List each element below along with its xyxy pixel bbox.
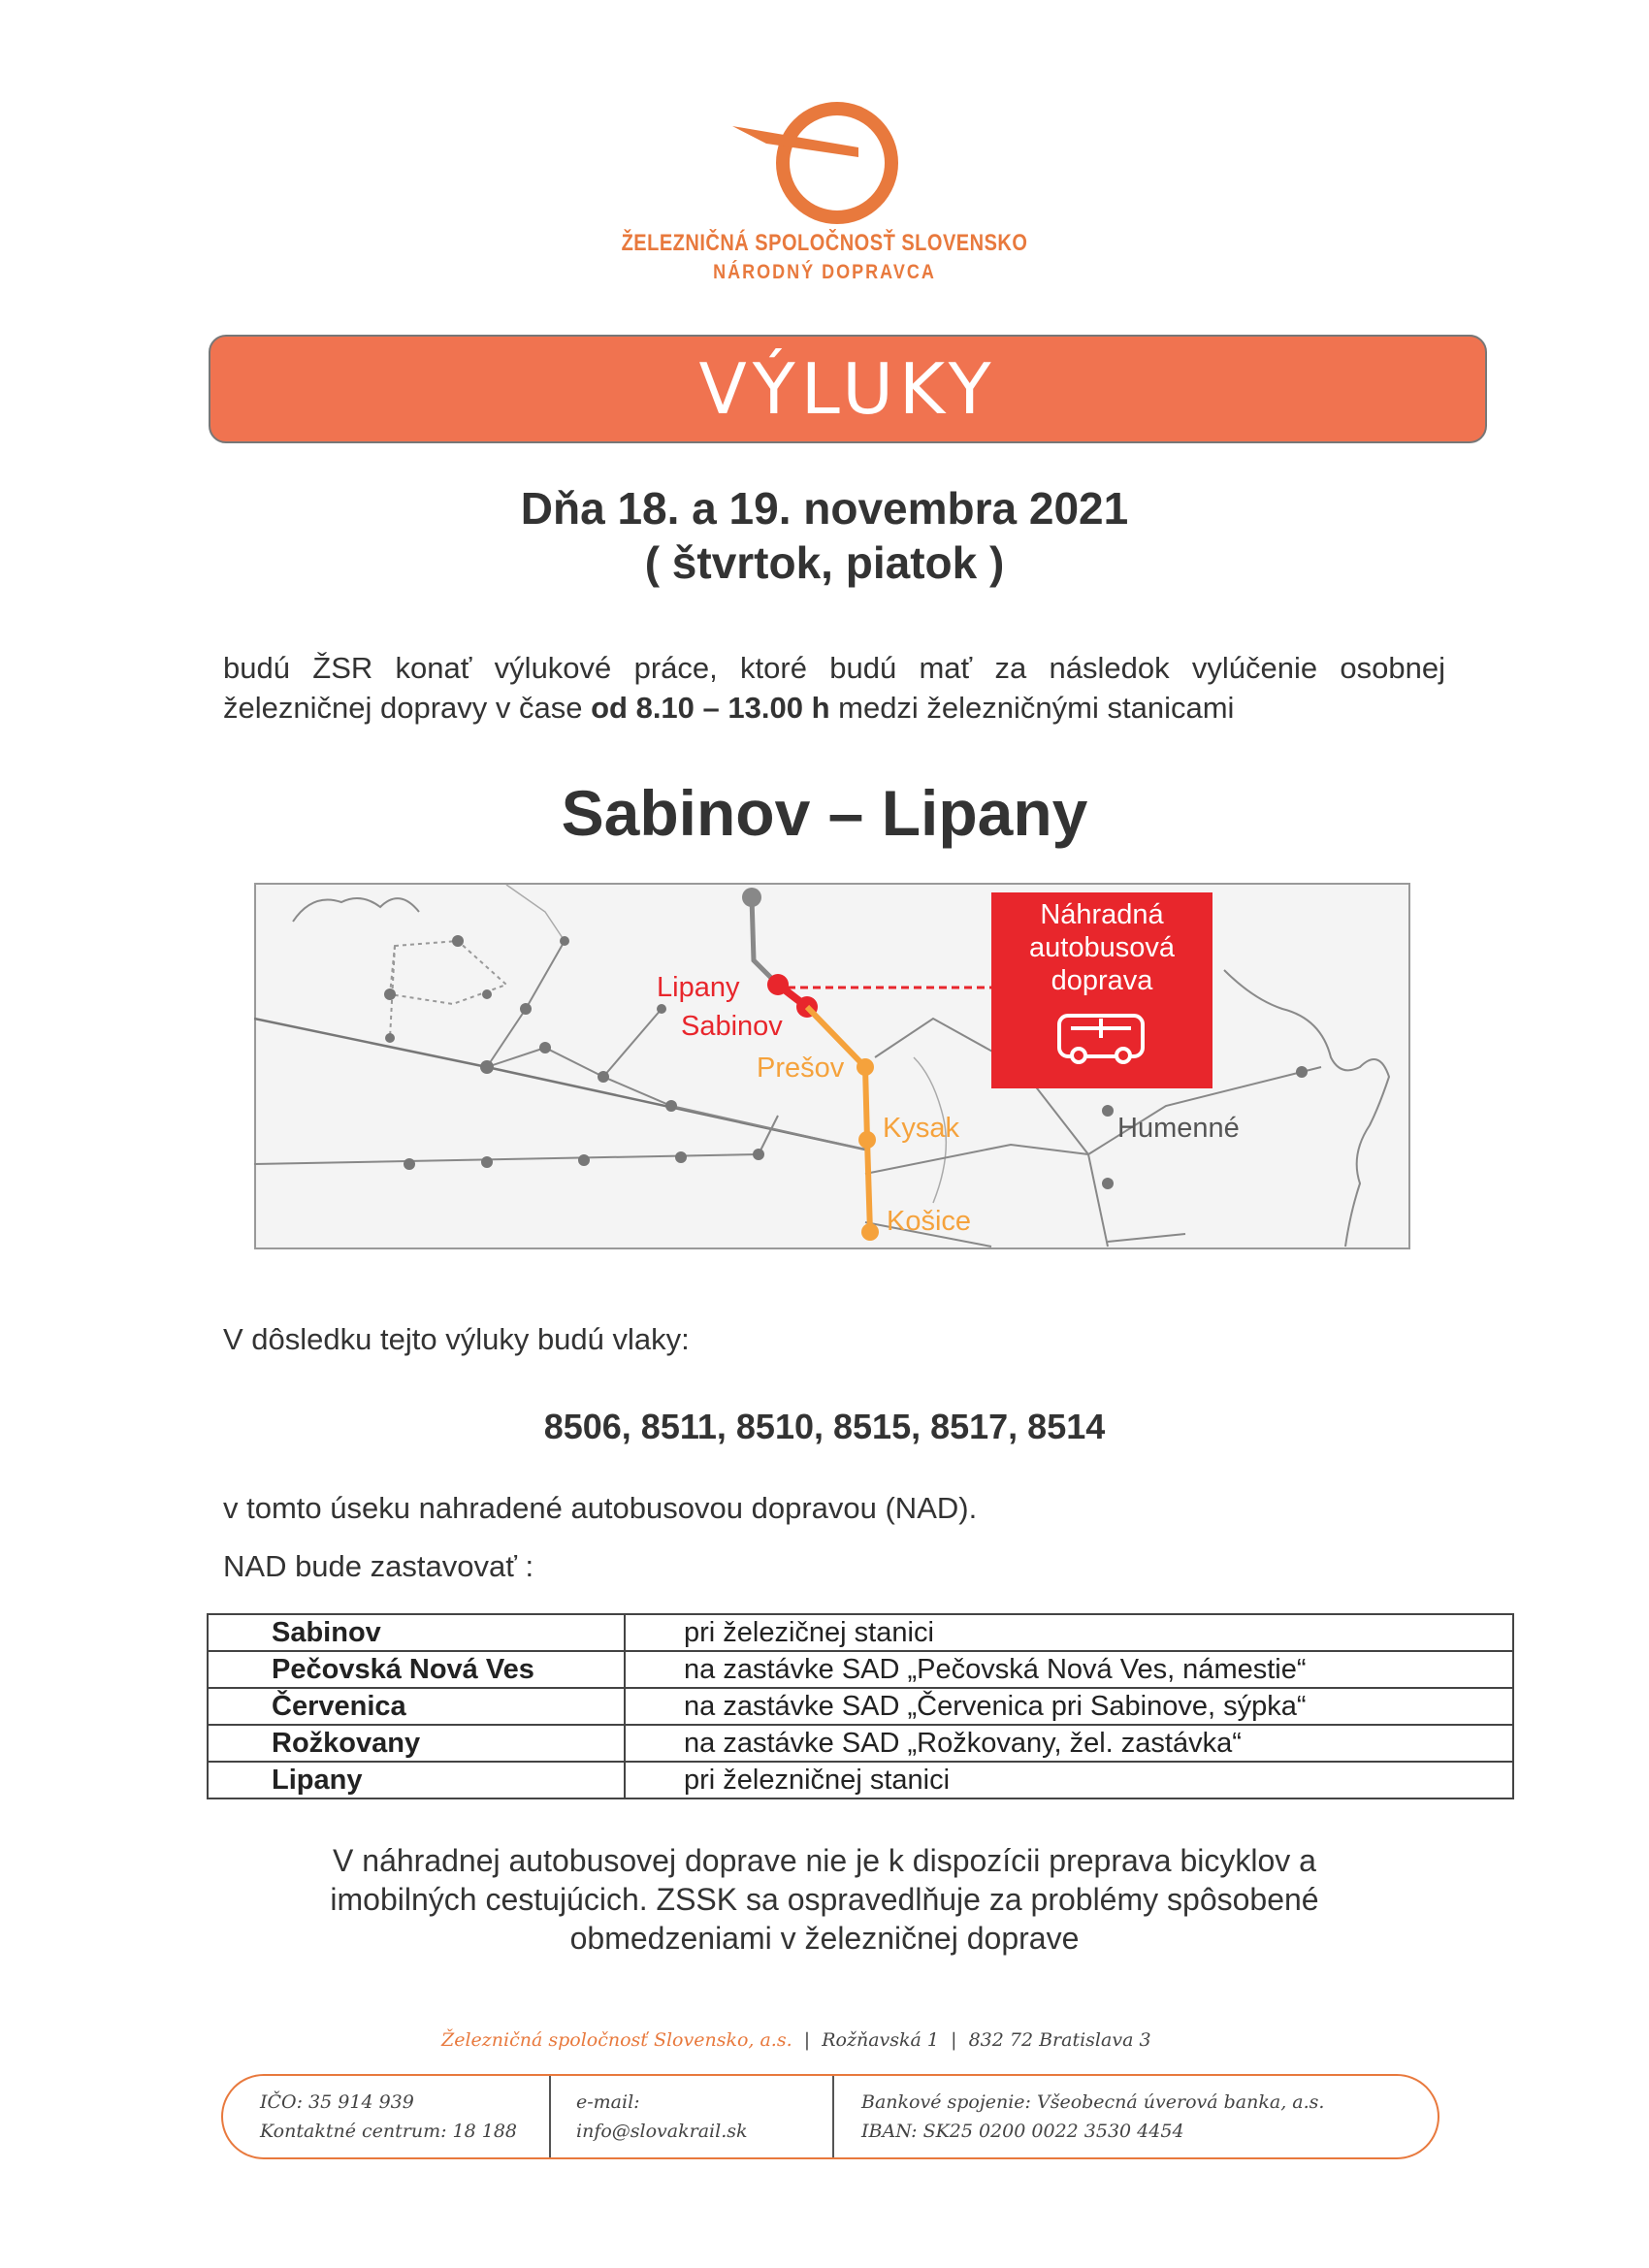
footer-bank: Bankové spojenie: Všeobecná úverová banka, a.s. [861,2091,1325,2113]
map-label-humenne: Humenné [1117,1113,1240,1144]
notice-time: od 8.10 – 13.00 h [591,691,830,725]
map-label-sabinov: Sabinov [681,1011,783,1042]
closing-line-2: imobilných cestujúcich. ZSSK sa ospravedlňuje za problémy spôsobené [330,1882,1319,1917]
footer-email-label: e-mail: [576,2091,640,2113]
stop-place: na zastávke SAD „Červenica pri Sabinove, sýpka“ [625,1688,1513,1725]
footer-street: Rožňavská 1 [822,2029,939,2051]
replaced-line: v tomto úseku nahradené autobusovou dopravou (NAD). [223,1491,978,1525]
stop-name: Pečovská Nová Ves [208,1651,625,1688]
footer-ids [260,2088,517,2146]
footer-divider [549,2076,551,2157]
stops-intro: NAD bude zastavovať : [223,1549,534,1583]
train-numbers: 8506, 8511, 8510, 8515, 8517, 8514 [543,1407,1106,1446]
footer-company: Železničná spoločnosť Slovensko, a.s. [441,2029,792,2051]
notice-days: ( štvrtok, piatok ) [644,537,1005,588]
stop-name: Červenica [208,1688,625,1725]
footer-contact: Kontaktné centrum: 18 188 [260,2121,518,2142]
map-label-kysak: Kysak [883,1113,959,1144]
stop-name: Rožkovany [208,1725,625,1762]
closing-line-3: obmedzeniami v železničnej doprave [569,1921,1080,1956]
notice-text-after: medzi železničnými stanicami [829,691,1235,725]
table-row [208,1688,1513,1725]
route-map [254,883,1410,1249]
bus-box-line2: autobusová [1029,932,1175,963]
closing-note [242,1841,1406,1958]
table-row [208,1762,1513,1798]
table-row [208,1725,1513,1762]
footer-iban: IBAN: SK25 0200 0022 3530 4454 [861,2121,1184,2142]
footer-email-block [576,2088,748,2146]
table-row [208,1651,1513,1688]
title-banner [209,335,1487,443]
stops-table [207,1613,1514,1799]
footer-city: 832 72 Bratislava 3 [968,2029,1151,2051]
footer-bank-block [861,2088,1324,2146]
company-name: ŽELEZNIČNÁ SPOLOČNOSŤ SLOVENSKO [621,230,1028,257]
stop-place: pri železničnej stanici [625,1762,1513,1798]
footer-email[interactable]: info@slovakrail.sk [576,2121,748,2142]
map-label-lipany: Lipany [657,972,740,1003]
zssk-logo [713,97,936,252]
notice-paragraph [223,648,1445,728]
table-row [208,1614,1513,1651]
closing-line-1: V náhradnej autobusovej doprave nie je k dispozícii preprava bicyklov a [333,1843,1316,1878]
stop-place: na zastávke SAD „Pečovská Nová Ves, námestie“ [625,1651,1513,1688]
notice-date: Dňa 18. a 19. novembra 2021 [520,483,1129,534]
footer-divider [832,2076,834,2157]
consequence-line: V dôsledku tejto výluky budú vlaky: [223,1322,690,1356]
bus-box-line1: Náhradná [1040,899,1164,930]
stop-place: na zastávke SAD „Rožkovany, žel. zastávka“ [625,1725,1513,1762]
route-heading: Sabinov – Lipany [561,777,1088,849]
footer-ico: IČO: 35 914 939 [260,2091,414,2113]
footer-address: Železničná spoločnosť Slovensko, a.s. | Rožňavská 1 | 832 72 Bratislava 3 [441,2029,1151,2051]
bus-box-line3: doprava [1051,965,1153,996]
stop-place: pri železičnej stanici [625,1614,1513,1651]
stop-name: Lipany [208,1762,625,1798]
map-label-kosice: Košice [887,1206,972,1237]
notice-text-before: budú ŽSR konať výlukové práce, ktoré budú mať za následok vylúčenie osobnej železničnej dopravy v čase [223,651,1445,725]
stop-name: Sabinov [208,1614,625,1651]
banner-title: VÝLUKY [698,348,997,430]
map-label-presov: Prešov [757,1053,845,1084]
company-tagline: NÁRODNÝ DOPRAVCA [713,259,936,283]
